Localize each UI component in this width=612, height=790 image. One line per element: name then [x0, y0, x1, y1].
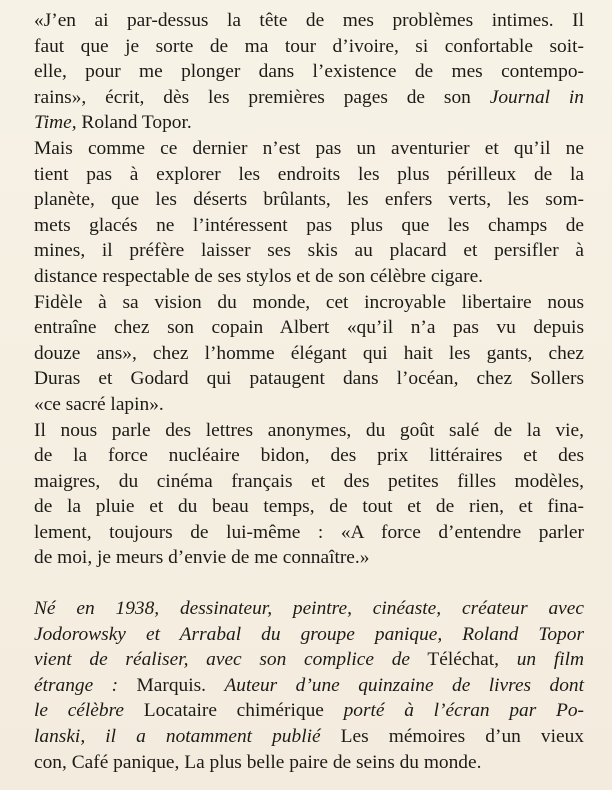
title-reference: Les mémoires d’un vieux: [320, 726, 584, 748]
intro-paragraph: [34, 8, 584, 136]
text-run: Auteur d’une quinzaine de livres dont: [224, 674, 584, 696]
text-line: Né en 1938, dessinateur, peintre, cinéaste, créateur avec: [34, 598, 584, 620]
text-line: «ce sacré lapin».: [34, 393, 164, 415]
worldview-paragraph: [34, 290, 584, 418]
text-line: Mais comme ce dernier n’est pas un aventurier et qu’il ne: [34, 137, 584, 159]
text-line: Jodorowsky et Arrabal du groupe panique, Roland Topor: [34, 623, 584, 645]
text-line: tient pas à explorer les endroits les plus périlleux de la: [34, 163, 584, 185]
text-line: elle, pour me plonger dans l’existence de mes contempo-: [34, 61, 584, 83]
text-line: douze ans», chez l’homme élégant qui hait les gants, chez: [34, 342, 584, 364]
adventurer-paragraph: [34, 136, 584, 290]
text-run: le célèbre: [34, 700, 125, 722]
text-line: Fidèle à sa vision du monde, cet incroyable libertaire nous: [34, 291, 584, 313]
text-run: vient de réaliser, avec son complice de: [34, 649, 411, 671]
text-line: distance respectable de ses stylos et de son célèbre cigare.: [34, 265, 484, 287]
book-title: Journal in: [489, 86, 584, 108]
title-reference: Locataire chimérique: [124, 700, 344, 722]
section-gap: [34, 571, 584, 596]
text-line: [34, 724, 584, 750]
text-line: de la force nucléaire bidon, des prix littéraires et des: [34, 445, 584, 467]
text-run: étrange :: [34, 674, 119, 696]
text-line: Il nous parle des lettres anonymes, du goût salé de la vie,: [34, 419, 584, 441]
text-line: entraîne chez son copain Albert «qu’il n’a pas vu depuis: [34, 317, 584, 339]
text-line: [34, 85, 584, 111]
text-line: planète, que les déserts brûlants, les enfers verts, les som-: [34, 189, 584, 211]
text-line: de la pluie et du beau temps, de tout et de rien, et fina-: [34, 496, 584, 518]
text-run: Roland Topor.: [76, 112, 192, 134]
text-line: [34, 698, 584, 724]
text-run: porté à l’écran par Po-: [343, 700, 584, 722]
text-run: rains», écrit, dès les premières pages de son: [34, 86, 490, 108]
text-line: faut que je sorte de ma tour d’ivoire, si confortable soit-: [34, 35, 584, 57]
text-line: maigres, du cinéma français et des petites filles modèles,: [34, 470, 584, 492]
text-line: [34, 110, 584, 136]
text-line: Duras et Godard qui pataugent dans l’océan, chez Sollers: [34, 368, 584, 390]
text-line: mets glacés ne l’intéressent pas plus que les champs de: [34, 214, 584, 236]
book-title: Time,: [34, 112, 77, 134]
text-run: un film: [516, 649, 584, 671]
text-line: mines, il préfère laisser ses skis au placard et persifler à: [34, 240, 584, 262]
text-line: [34, 647, 584, 673]
title-reference: Téléchat,: [410, 649, 517, 671]
text-line: de moi, je meurs d’envie de me connaître.»: [34, 547, 370, 569]
title-reference: Marquis.: [118, 674, 225, 696]
text-run: lanski, il a notamment publié: [34, 726, 321, 748]
topics-paragraph: [34, 418, 584, 572]
text-line: lement, toujours de lui-même : «A force d’entendre parler: [34, 521, 584, 543]
text-line: con, Café panique, La plus belle paire de seins du monde.: [34, 751, 482, 773]
author-bio: [34, 596, 584, 775]
text-line: «J’en ai par-dessus la tête de mes problèmes intimes. Il: [34, 10, 584, 31]
text-line: [34, 673, 584, 699]
